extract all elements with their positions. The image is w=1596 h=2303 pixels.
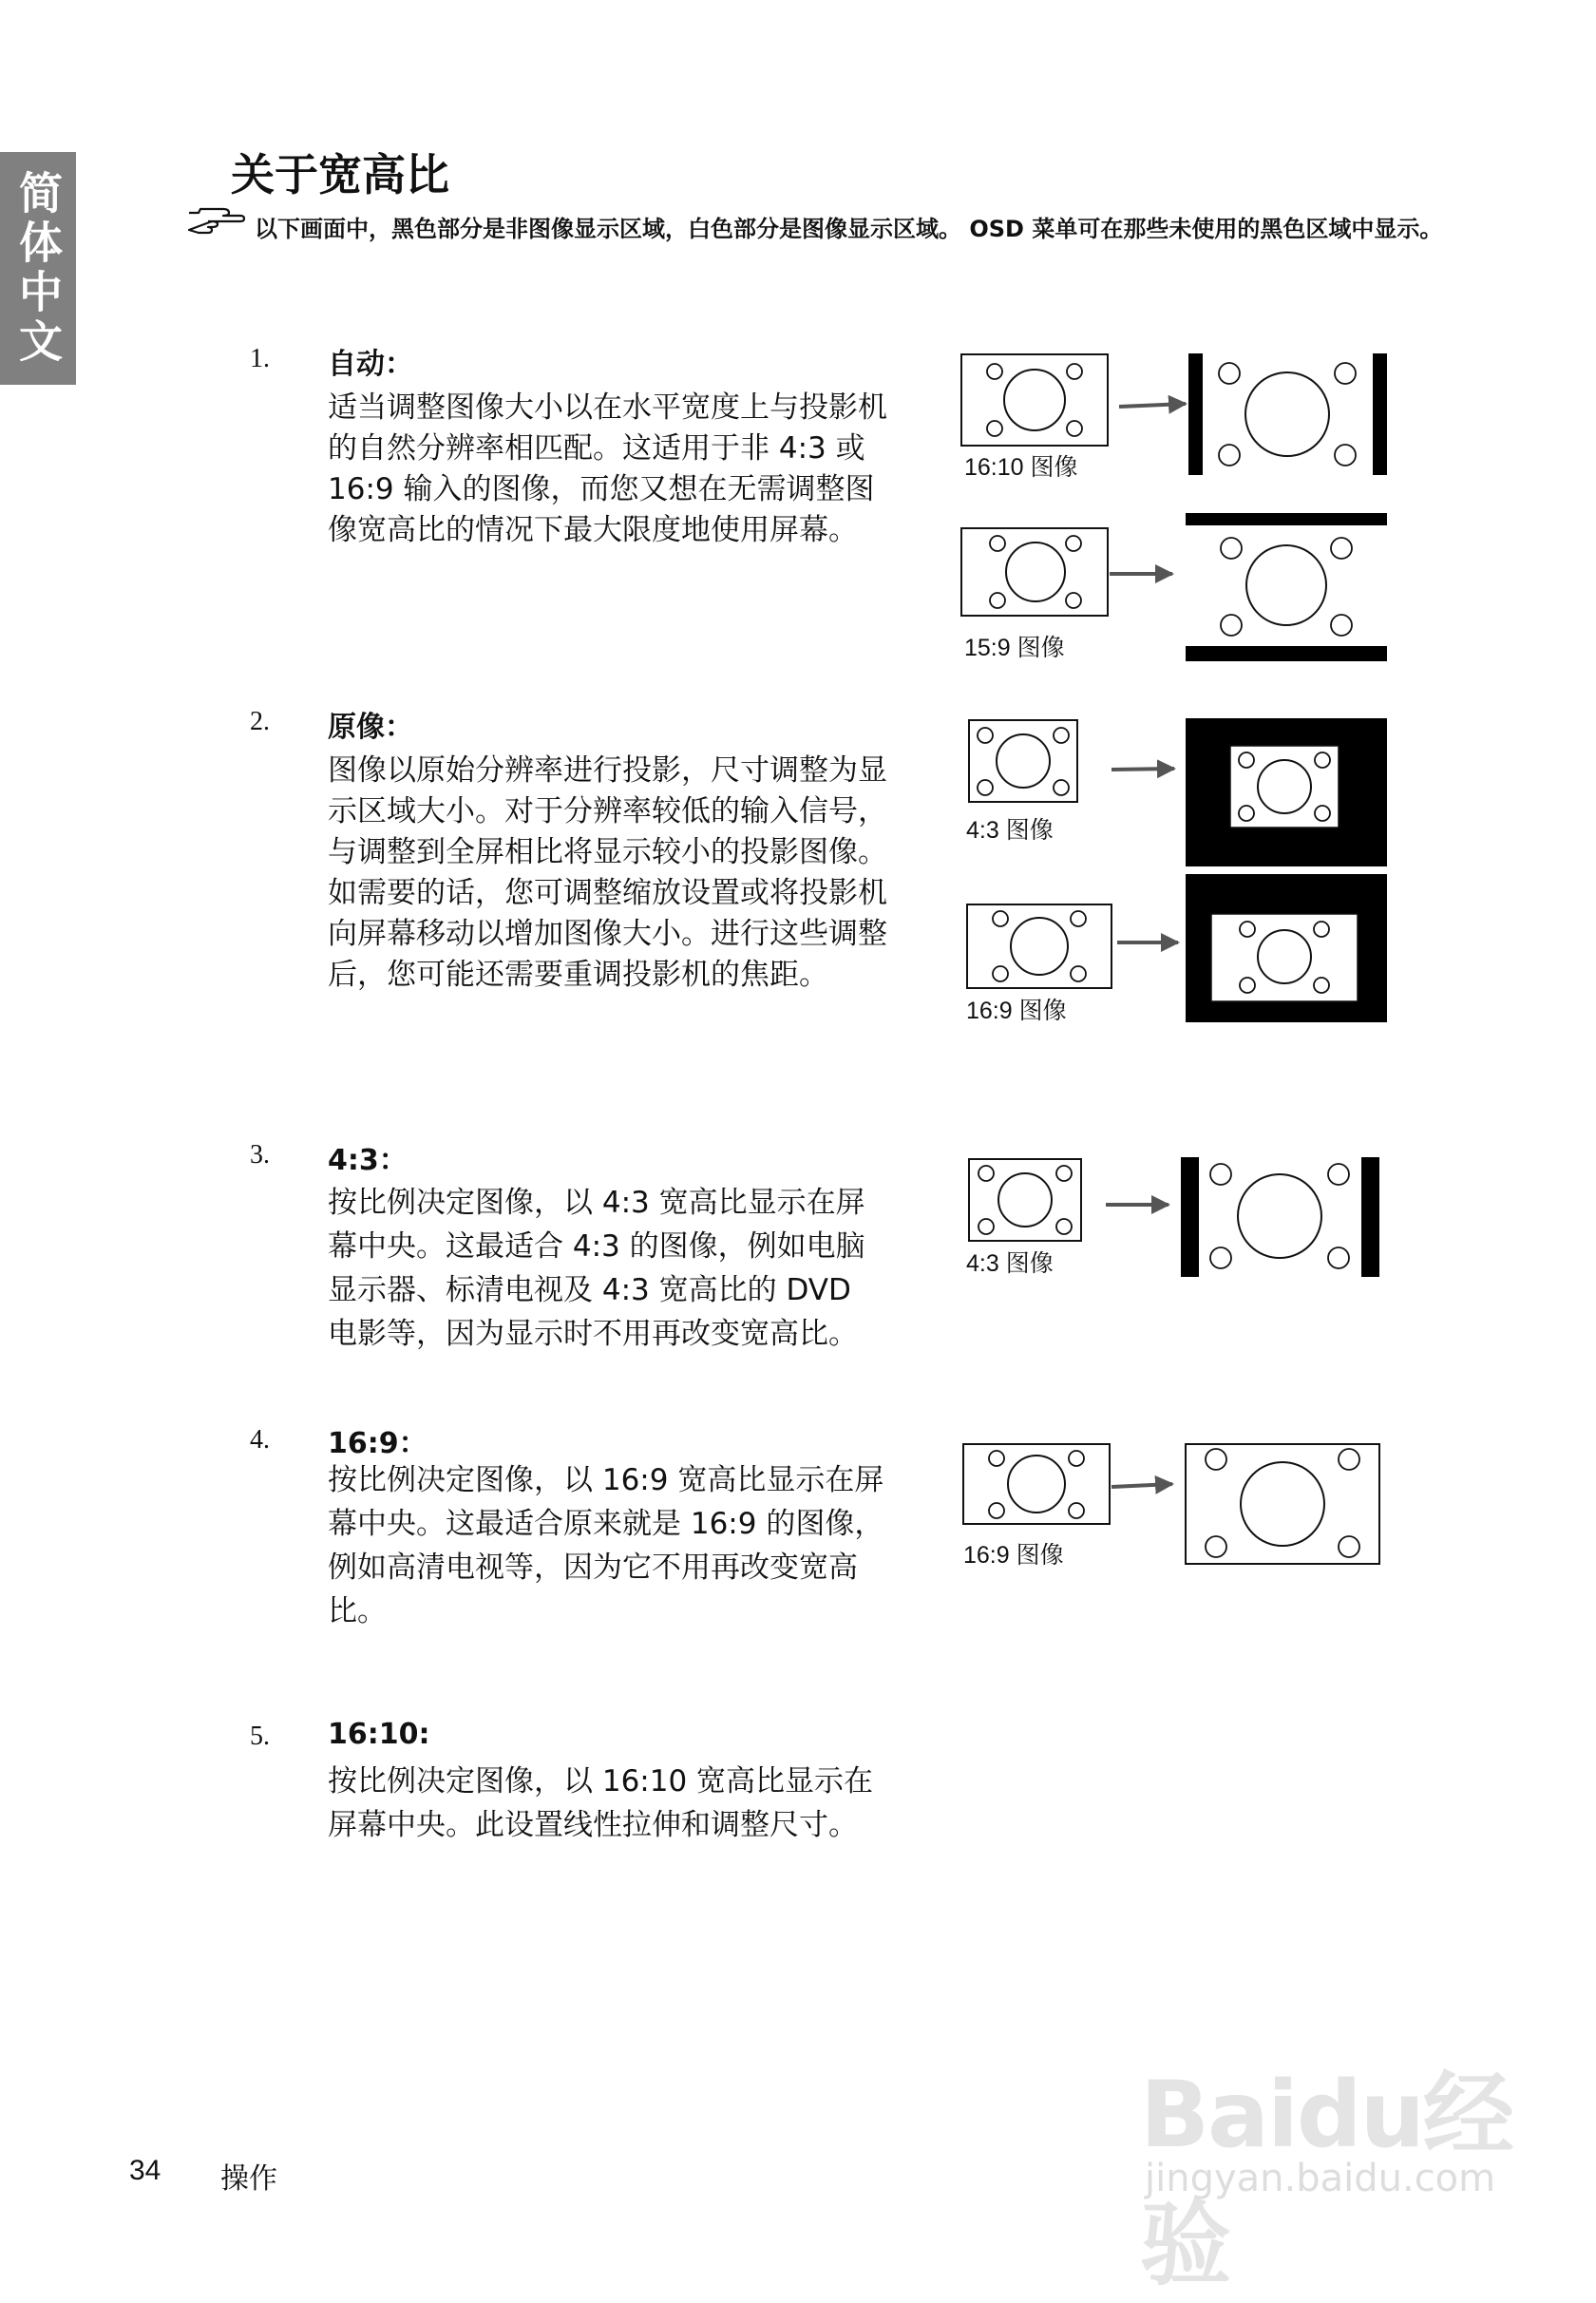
page-section-name: 操作 <box>220 2162 277 2196</box>
watermark-logo: Baidu经验 <box>1140 2062 1512 2298</box>
list-number: 2. <box>250 707 270 736</box>
page-number: 34 <box>129 2155 162 2186</box>
item-description: 按比例决定图像，以 4:3 宽高比显示在屏幕中央。这最适合 4:3 的图像，例如电脑显示器、标清电视及 4:3 宽高比的 DVD 电影等，因为显示时不用再改变宽高比。 <box>328 1186 865 1351</box>
diagram-4-3-source <box>969 1159 1081 1241</box>
language-side-tab <box>0 152 76 385</box>
diagram-4-3-result <box>1181 1157 1379 1277</box>
diagram-16-9-result <box>1186 1444 1379 1564</box>
item-description: 图像以原始分辨率进行投影，尺寸调整为显示区域大小。对于分辨率较低的输入信号，与调整到全屏相比将显示较小的投影图像。如需要的话，您可调整缩放设置或将投影机向屏幕移动以增加图像大小。进行这些调整后，您可能还需要重调投影机的焦距。 <box>328 753 887 992</box>
item-heading: 原像： <box>328 711 413 744</box>
arrow-icon <box>1112 1484 1172 1487</box>
figure-label: 4:3 图像 <box>966 1250 1054 1277</box>
figure-label: 16:10 图像 <box>964 454 1078 481</box>
arrow-icon <box>1119 404 1186 407</box>
list-number: 5. <box>250 1722 270 1751</box>
diagram-4-3-native-source <box>969 720 1077 802</box>
item-description: 按比例决定图像，以 16:9 宽高比显示在屏幕中央。这最适合原来就是 16:9 的图像，例如高清电视等，因为它不用再改变宽高比。 <box>328 1463 884 1628</box>
arrow-icon <box>1112 769 1174 770</box>
diagram-4-3-native-result <box>1186 718 1387 866</box>
diagram-15-9-source <box>961 528 1108 616</box>
figure-label: 15:9 图像 <box>964 635 1065 661</box>
pointing-hand-icon <box>185 203 246 238</box>
diagram-16-10-source <box>961 354 1108 446</box>
item-description: 适当调整图像大小以在水平宽度上与投影机的自然分辨率相匹配。这适用于非 4:3 或 16:9 输入的图像，而您又想在无需调整图像宽高比的情况下最大限度地使用屏幕。 <box>328 390 887 547</box>
list-number: 3. <box>250 1140 270 1170</box>
diagram-16-9-native-source <box>967 904 1112 988</box>
note-text: 以下画面中，黑色部分是非图像显示区域，白色部分是图像显示区域。 OSD 菜单可在那些未使用的黑色区域中显示。 <box>255 216 1443 242</box>
diagram-15-9-result <box>1186 513 1387 661</box>
aspect-ratio-diagrams <box>950 342 1406 1577</box>
page-title: 关于宽高比 <box>231 149 449 200</box>
item-heading: 自动： <box>328 348 413 381</box>
item-heading: 4:3： <box>328 1144 408 1177</box>
list-number: 1. <box>250 344 270 373</box>
diagram-16-9-native-result <box>1186 874 1387 1022</box>
language-label: 简体中文 <box>12 169 64 368</box>
item-heading: 16:10: <box>328 1718 430 1751</box>
figure-label: 16:9 图像 <box>966 998 1067 1024</box>
diagram-16-10-result <box>1188 353 1387 475</box>
watermark-url: jingyan.baidu.com <box>1145 2157 1496 2200</box>
figure-label: 4:3 图像 <box>966 817 1054 844</box>
item-heading: 16:9： <box>328 1427 428 1460</box>
item-description: 按比例决定图像，以 16:10 宽高比显示在屏幕中央。此设置线性拉伸和调整尺寸。 <box>328 1764 874 1842</box>
list-number: 4. <box>250 1425 270 1455</box>
diagram-16-9-source <box>963 1444 1110 1524</box>
figure-label: 16:9 图像 <box>963 1542 1064 1569</box>
